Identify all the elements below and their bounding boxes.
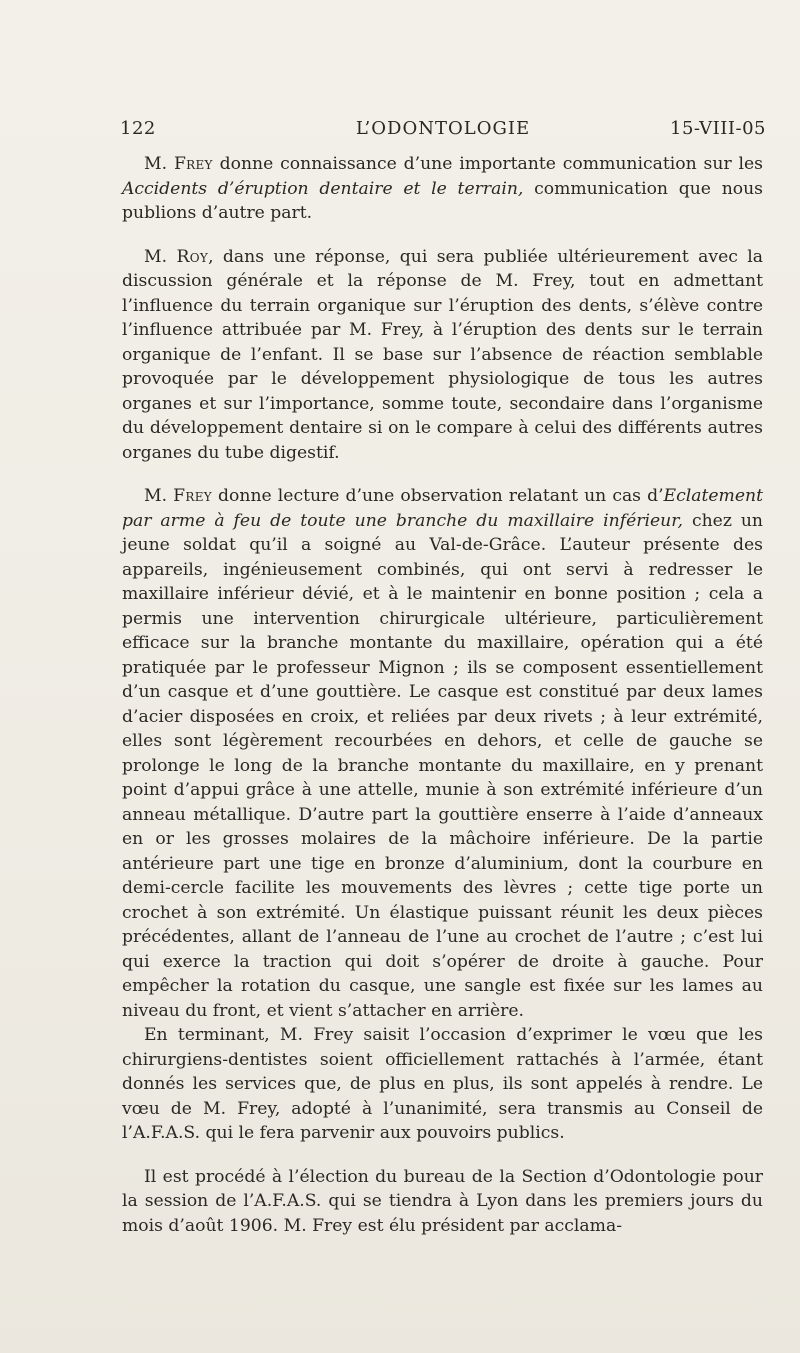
- page-number: 122: [120, 118, 156, 139]
- person-name: Roy: [176, 246, 209, 267]
- paragraph-frey-wish: En terminant, M. Frey saisit l’occasion d’exprimer le vœu que les chirurgiens-dentistes soient officiellement rattachés à l’armée, étant donnés les services que, de plus en plus, ils sont appelés à rendre. Le vœu de M. Frey, adopté à l’unanimité, sera transmis au Conseil de l’A.F.A.S. qui le fera parvenir aux pouvoirs publics.: [122, 1025, 763, 1143]
- paragraph-election: Il est procédé à l’élection du bureau de la Section d’Odontologie pour la session de l’A.F.A.S. qui se tiendra à Lyon dans les premiers jours du mois d’août 1906. M. Frey est élu président par acclama-: [122, 1166, 763, 1236]
- article-body: [122, 152, 763, 1238]
- issue-date: 15-VIII-05: [670, 118, 766, 139]
- paragraph-text: M.: [144, 246, 177, 267]
- running-header: [120, 118, 766, 144]
- paragraph-text: M.: [144, 154, 174, 174]
- paragraph-text: , dans une réponse, qui sera publiée ultérieurement avec la discussion générale et la réponse de M. Frey, tout en admettant l’influence du terrain organique sur l’éruption des dents, s’élève contre l’influence attribuée par M. Frey, à l’éruption des dents sur le terrain organique de l’enfant. Il se base sur l’absence de réaction semblable provoquée par le développement physiologique de tous les autres organes et sur l’importance, somme toute, secondaire dans l’organisme du développement dentaire si on le compare à celui des différents autres organes du tube digestif.: [122, 246, 764, 463]
- paragraph-frey-observation: [122, 484, 763, 1023]
- paragraph-roy-response: [122, 245, 763, 466]
- paragraph-text: chez un jeune soldat qu’il a soigné au Val-de-Grâce. L’auteur présente des appareils, ingénieusement combinés, qui ont servi à redresser le maxillaire inférieur dévié, et à le maintenir en bonne position ; cela a permis une intervention chirurgicale ultérieure, particulièrement efficace sur la branche montante du maxillaire, opération qui a été pratiquée par le professeur Mignon ; ils se composent essentiellement d’un casque et d’une gouttière. Le casque est constitué par deux lames d’acier disposées en croix, et reliées par deux rivets ; à leur extrémité, elles sont légèrement recourbées en dehors, et celle de gauche se prolonge le long de la branche montante du maxillaire, en y prenant point d’appui grâce à une attelle, munie à son extrémité inférieure d’un anneau métallique. D’autre part la gouttière enserre à l’aide d’anneaux en or les grosses molaires de la mâchoire inférieure. De la partie antérieure part une tige en bronze d’aluminium, dont la courbure en demi-cercle facilite les mouvements des lèvres ; cette tige porte un crochet à son extrémité. Un élastique puissant réunit les deux pièces précédentes, allant de l’anneau de l’une au crochet de l’autre ; c’est lui qui exerce la traction qui doit s’opérer de droite à gauche. Pour empêcher la rotation du casque, une sangle est fixée sur les lames au niveau du front, et vient s’attacher en arrière.: [122, 510, 763, 1021]
- paragraph-text: donne lecture d’une observation relatant un cas d’: [211, 486, 664, 506]
- communication-title: Accidents d’éruption dentaire et le terrain,: [122, 178, 524, 199]
- paragraph-text: donne connaissance d’une importante communication sur les: [212, 154, 764, 174]
- person-name: Frey: [173, 154, 213, 174]
- paragraph-frey-communication: [122, 152, 763, 226]
- observation-title: Eclatement par arme à feu de toute une branche du maxillaire inférieur,: [122, 486, 763, 531]
- journal-title: L’ODONTOLOGIE: [355, 118, 531, 139]
- paragraph-text: M.: [144, 486, 174, 506]
- person-name: Frey: [173, 486, 212, 506]
- paragraph-text: communication que nous publions d’autre part.: [122, 178, 764, 223]
